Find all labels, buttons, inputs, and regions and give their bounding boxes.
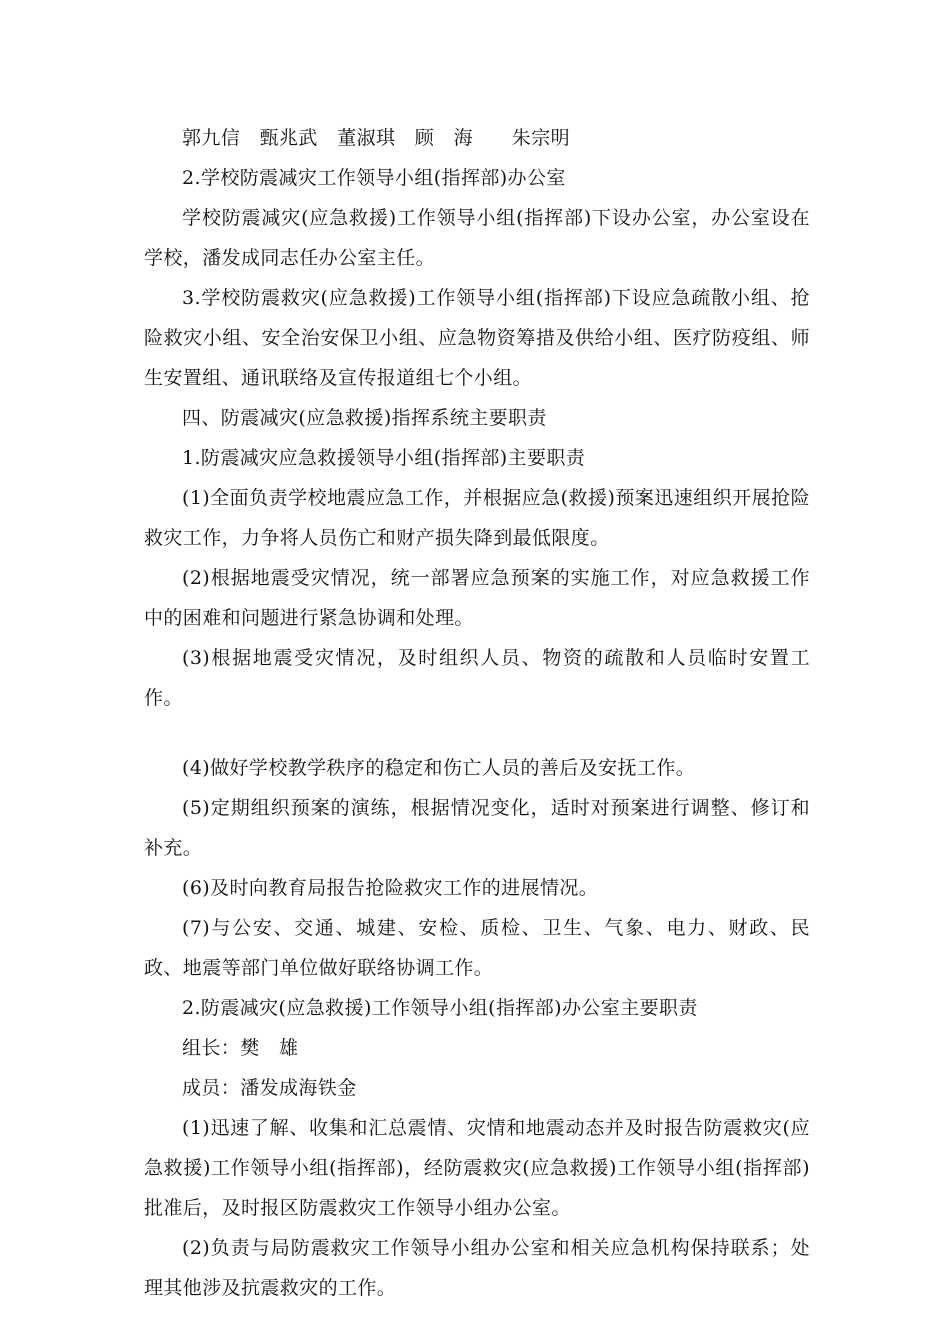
office-duty-item-1: (1)迅速了解、收集和汇总震情、灾情和地震动态并及时报告防震救灾(应急救援)工作领导小组(指挥部)，经防震救灾(应急救援)工作领导小组(指挥部)批准后，及时报区防震救灾工作领导小组办公室。 <box>144 1117 810 1219</box>
paragraph-office-setup: 学校防震减灾(应急救援)工作领导小组(指挥部)下设办公室，办公室设在学校，潘发成同志任办公室主任。 <box>144 207 810 269</box>
paragraph-gap <box>144 718 810 748</box>
member-names-line: 郭九信 甄兆武 董淑琪 顾 海 朱宗明 <box>182 127 571 149</box>
group-members-line: 成员：潘发成海铁金 <box>182 1077 357 1099</box>
duty-item-2: (2)根据地震受灾情况，统一部署应急预案的实施工作，对应急救援工作中的困难和问题进行紧急协调和处理。 <box>144 567 810 629</box>
subsection-heading-leadership-duties: 1.防震减灾应急救援领导小组(指挥部)主要职责 <box>182 447 586 469</box>
document-body <box>144 118 810 1308</box>
section-heading-duties: 四、防震减灾(应急救援)指挥系统主要职责 <box>182 407 547 429</box>
duty-item-5: (5)定期组织预案的演练，根据情况变化，适时对预案进行调整、修订和补充。 <box>144 797 810 859</box>
duty-item-7: (7)与公安、交通、城建、安检、质检、卫生、气象、电力、财政、民政、地震等部门单位做好联络协调工作。 <box>144 917 810 979</box>
subsection-heading-office-duties: 2.防震减灾(应急救援)工作领导小组(指挥部)办公室主要职责 <box>182 997 698 1019</box>
office-duty-item-2: (2)负责与局防震救灾工作领导小组办公室和相关应急机构保持联系；处理其他涉及抗震救灾的工作。 <box>144 1237 810 1299</box>
group-leader-line: 组长：樊 雄 <box>182 1037 299 1059</box>
duty-item-6: (6)及时向教育局报告抢险救灾工作的进展情况。 <box>182 877 599 899</box>
paragraph-subgroups: 3.学校防震救灾(应急救援)工作领导小组(指挥部)下设应急疏散小组、抢险救灾小组、安全治安保卫小组、应急物资筹措及供给小组、医疗防疫组、师生安置组、通讯联络及宣传报道组七个小组。 <box>144 287 810 389</box>
duty-item-1: (1)全面负责学校地震应急工作，并根据应急(救援)预案迅速组织开展抢险救灾工作，力争将人员伤亡和财产损失降到最低限度。 <box>144 487 810 549</box>
section-heading-office: 2.学校防震减灾工作领导小组(指挥部)办公室 <box>182 167 566 189</box>
duty-item-3: (3)根据地震受灾情况，及时组织人员、物资的疏散和人员临时安置工作。 <box>144 647 810 709</box>
duty-item-4: (4)做好学校教学秩序的稳定和伤亡人员的善后及安抚工作。 <box>182 757 696 779</box>
